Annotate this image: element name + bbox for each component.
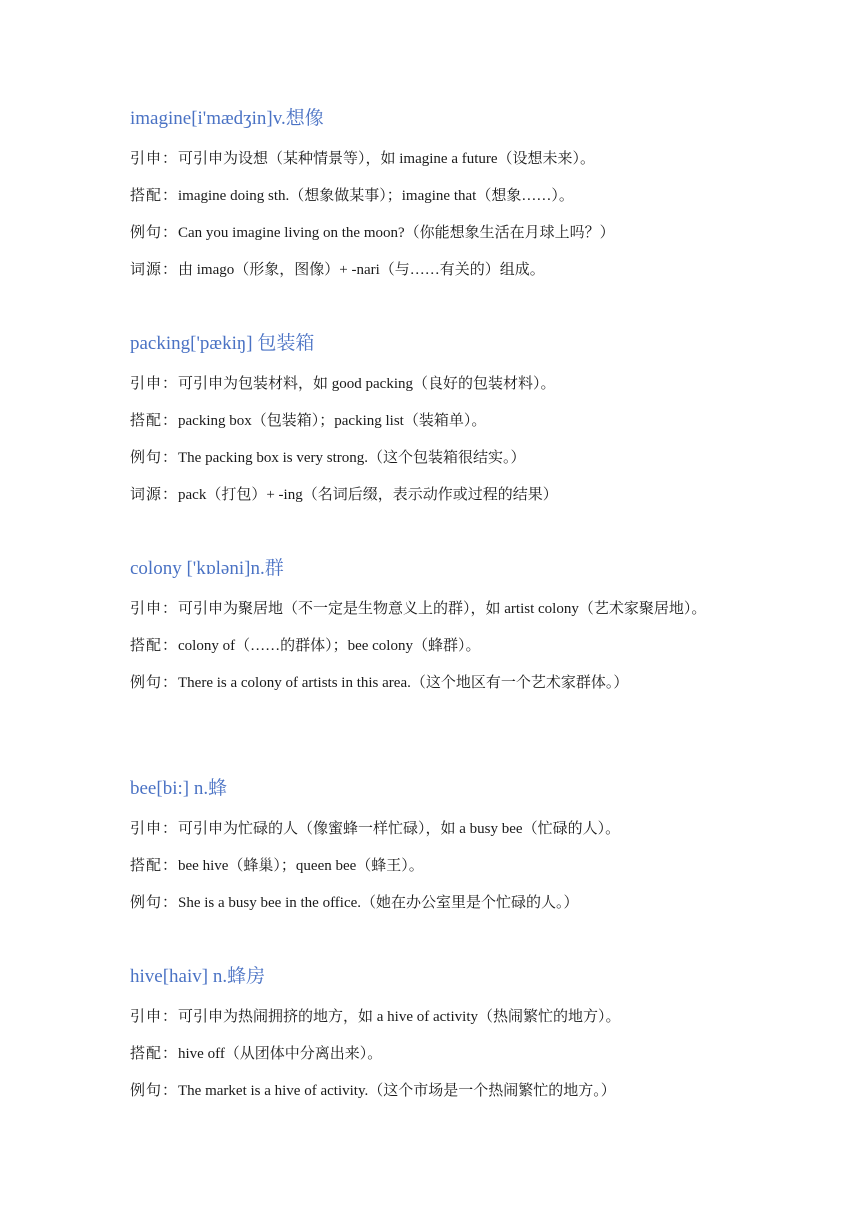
- entry-colony: [130, 555, 730, 702]
- line-label: 词源：: [130, 487, 179, 503]
- line-text: bee hive（蜂巢）；queen bee（蜂王）。: [178, 858, 424, 874]
- example-line: [130, 215, 740, 252]
- collocation-line: [130, 628, 730, 665]
- line-text: imagine doing sth.（想象做某事）；imagine that（想象……）。: [178, 188, 574, 204]
- line-label: 词源：: [130, 262, 179, 278]
- line-text: 可引申为设想（某种情景等），如 imagine a future（设想未来）。: [178, 151, 596, 167]
- line-label: 引申：: [130, 1009, 179, 1025]
- example-line: [130, 440, 740, 477]
- etymology-line: [130, 252, 740, 289]
- extension-line: [130, 591, 730, 628]
- example-line: [130, 1073, 740, 1110]
- line-label: 引申：: [130, 376, 179, 392]
- extension-line: [130, 366, 740, 403]
- collocation-line: [130, 848, 740, 885]
- etymology-line: [130, 477, 740, 514]
- line-text: 可引申为聚居地（不一定是生物意义上的群），如 artist colony（艺术家聚居地）。: [178, 601, 707, 617]
- headword: bee[bi:] n.蜂: [130, 778, 228, 799]
- line-label: 例句：: [130, 450, 179, 466]
- collocation-line: [130, 1036, 740, 1073]
- collocation-line: [130, 403, 740, 440]
- entry-hive: [130, 963, 740, 1110]
- entry-bee: [130, 775, 740, 922]
- line-label: 搭配：: [130, 858, 179, 874]
- line-text: 可引申为忙碌的人（像蜜蜂一样忙碌），如 a busy bee（忙碌的人）。: [178, 821, 621, 837]
- headword: imagine[i'mædʒin]v.想像: [130, 108, 324, 129]
- line-label: 例句：: [130, 225, 179, 241]
- line-text: Can you imagine living on the moon?（你能想象生活在月球上吗？）: [178, 225, 615, 241]
- headword: hive[haiv] n.蜂房: [130, 966, 266, 987]
- line-label: 搭配：: [130, 188, 179, 204]
- example-line: [130, 665, 730, 702]
- line-text: The packing box is very strong.（这个包装箱很结实。）: [178, 450, 526, 466]
- line-text: packing box（包装箱）；packing list（装箱单）。: [178, 413, 487, 429]
- line-text: 可引申为热闹拥挤的地方，如 a hive of activity（热闹繁忙的地方）。: [178, 1009, 621, 1025]
- extension-line: [130, 999, 740, 1036]
- example-line: [130, 885, 740, 922]
- headword: colony ['kɒləni]n.群: [130, 558, 284, 579]
- line-label: 例句：: [130, 675, 179, 691]
- line-label: 引申：: [130, 821, 179, 837]
- line-label: 例句：: [130, 895, 179, 911]
- extension-line: [130, 141, 740, 178]
- line-label: 例句：: [130, 1083, 179, 1099]
- line-label: 搭配：: [130, 413, 179, 429]
- line-text: 由 imago（形象，图像）+ -nari（与……有关的）组成。: [178, 262, 545, 278]
- line-text: She is a busy bee in the office.（她在办公室里是个忙碌的人。）: [178, 895, 579, 911]
- extension-line: [130, 811, 740, 848]
- line-text: pack（打包）+ -ing（名词后缀，表示动作或过程的结果）: [178, 487, 558, 503]
- line-label: 引申：: [130, 151, 179, 167]
- line-text: colony of（……的群体）；bee colony（蜂群）。: [178, 638, 481, 654]
- line-label: 搭配：: [130, 638, 179, 654]
- entry-packing: [130, 330, 740, 514]
- headword: packing['pækiŋ] 包装箱: [130, 333, 315, 354]
- collocation-line: [130, 178, 740, 215]
- line-text: The market is a hive of activity.（这个市场是一个热闹繁忙的地方。）: [178, 1083, 616, 1099]
- line-text: 可引申为包装材料，如 good packing（良好的包装材料）。: [178, 376, 556, 392]
- line-label: 搭配：: [130, 1046, 179, 1062]
- line-text: hive off（从团体中分离出来）。: [178, 1046, 383, 1062]
- entry-imagine: [130, 105, 740, 289]
- line-label: 引申：: [130, 601, 179, 617]
- line-text: There is a colony of artists in this area.（这个地区有一个艺术家群体。）: [178, 675, 629, 691]
